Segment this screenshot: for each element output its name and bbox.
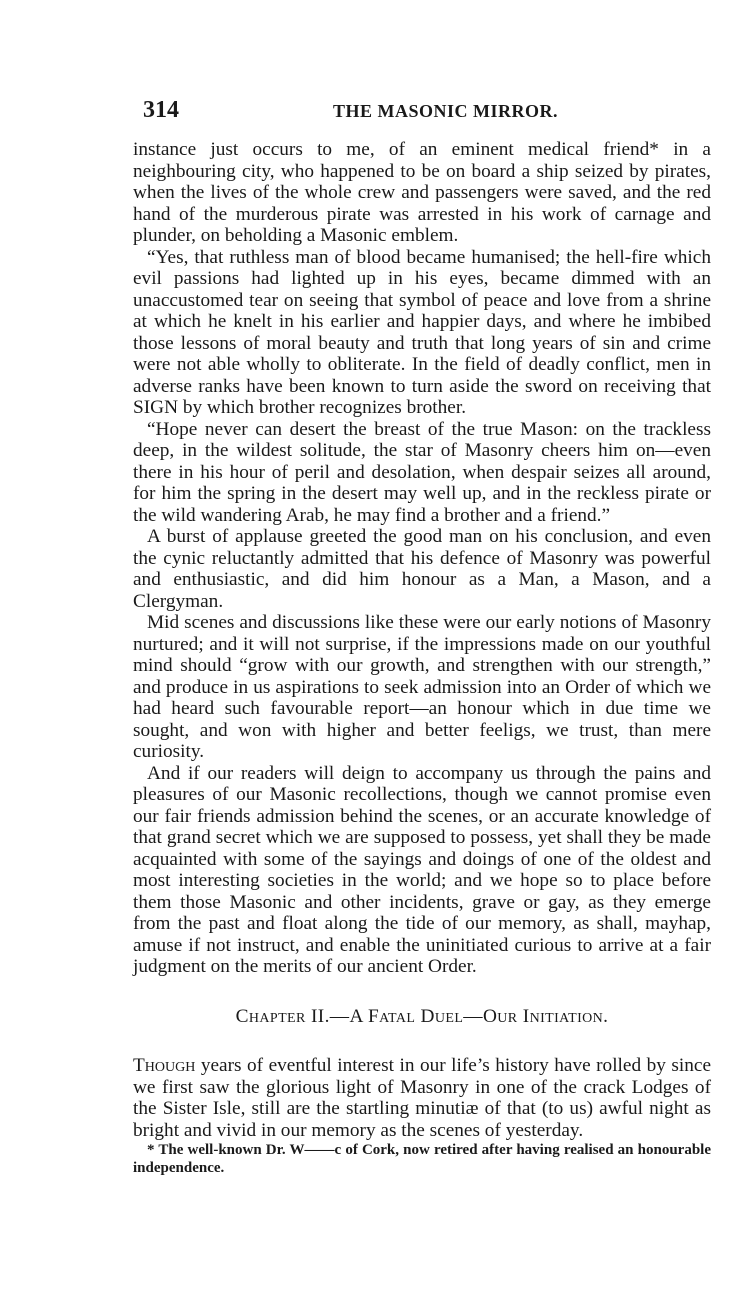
page-number: 314 [143, 97, 179, 123]
page-body [133, 139, 711, 1177]
paragraph-quote-hope: “Hope never can desert the breast of the true Mason: on the trackless deep, in the wildest solitude, the star of Masonry cheers him on—even there in his hour of peril and desolation, when despair seizes all around, for him the spring in the desert may well up, and in the reckless pirate or the wild wandering Arab, he may find a brother and a friend.” [133, 418, 711, 526]
chapter-opening-paragraph [133, 1055, 711, 1141]
chapter-heading: Chapter II.—A Fatal Duel—Our Initiation. [235, 1005, 609, 1027]
chapter-opening-text: years of eventful interest in our life’s history have rolled by since we first saw the glorious light of Masonry in one of the crack Lodges of the Sister Isle, still are the startling minutiæ of that (to us) awful night as bright and vivid in our memory as the scenes of yesterday. [133, 1055, 711, 1141]
page-header [143, 97, 713, 127]
running-title: THE MASONIC MIRROR. [333, 101, 559, 121]
footnote: * The well-known Dr. W——c of Cork, now retired after having realised an honourable independence. [133, 1142, 711, 1176]
paragraph-applause: A burst of applause greeted the good man on his conclusion, and even the cynic reluctantly admitted that his defence of Masonry was powerful and enthusiastic, and did him honour as a Man, a Mason, and a Clergyman. [133, 526, 711, 612]
paragraph-mid-scenes: Mid scenes and discussions like these were our early notions of Masonry nurtured; and it will not surprise, if the impressions made on our youthful mind should “grow with our growth, and strengthen with our strength,” and produce in us aspirations to seek admission into an Order of which we had heard such favourable report—an honour which in due time we sought, and won with higher and better feeligs, we trust, than mere curiosity. [133, 612, 711, 762]
paragraph-quote-yes: “Yes, that ruthless man of blood became humanised; the hell-fire which evil passions had lighted up in his eyes, became dimmed with an unaccustomed tear on seeing that symbol of peace and love from a shrine at which he knelt in his earlier and happier days, and where he imbibed those lessons of moral beauty and truth that long years of sin and crime were not able wholly to obliterate. In the field of deadly conflict, men in adverse ranks have been known to turn aside the sword on receiving that SIGN by which brother recognizes brother. [133, 246, 711, 418]
chapter-first-word: Though [133, 1055, 196, 1076]
paragraph-readers: And if our readers will deign to accompany us through the pains and pleasures of our Masonic recollections, though we cannot promise even our fair friends admission behind the scenes, or an accurate knowledge of that grand secret which we are supposed to possess, yet shall they be made acquainted with some of the sayings and doings of one of the oldest and most interesting societies in the world; and we hope so to place before them those Masonic and other incidents, grave or gay, as they emerge from the past and float along the tide of our memory, as shall, mayhap, amuse if not instruct, and enable the uninitiated curious to arrive at a fair judgment on the merits of our ancient Order. [133, 762, 711, 977]
paragraph-continuation: instance just occurs to me, of an eminent medical friend* in a neighbouring city, who happened to be on board a ship seized by pirates, when the lives of the whole crew and passengers were saved, and the red hand of the murderous pirate was arrested in his work of carnage and plunder, on beholding a Masonic emblem. [133, 139, 711, 246]
